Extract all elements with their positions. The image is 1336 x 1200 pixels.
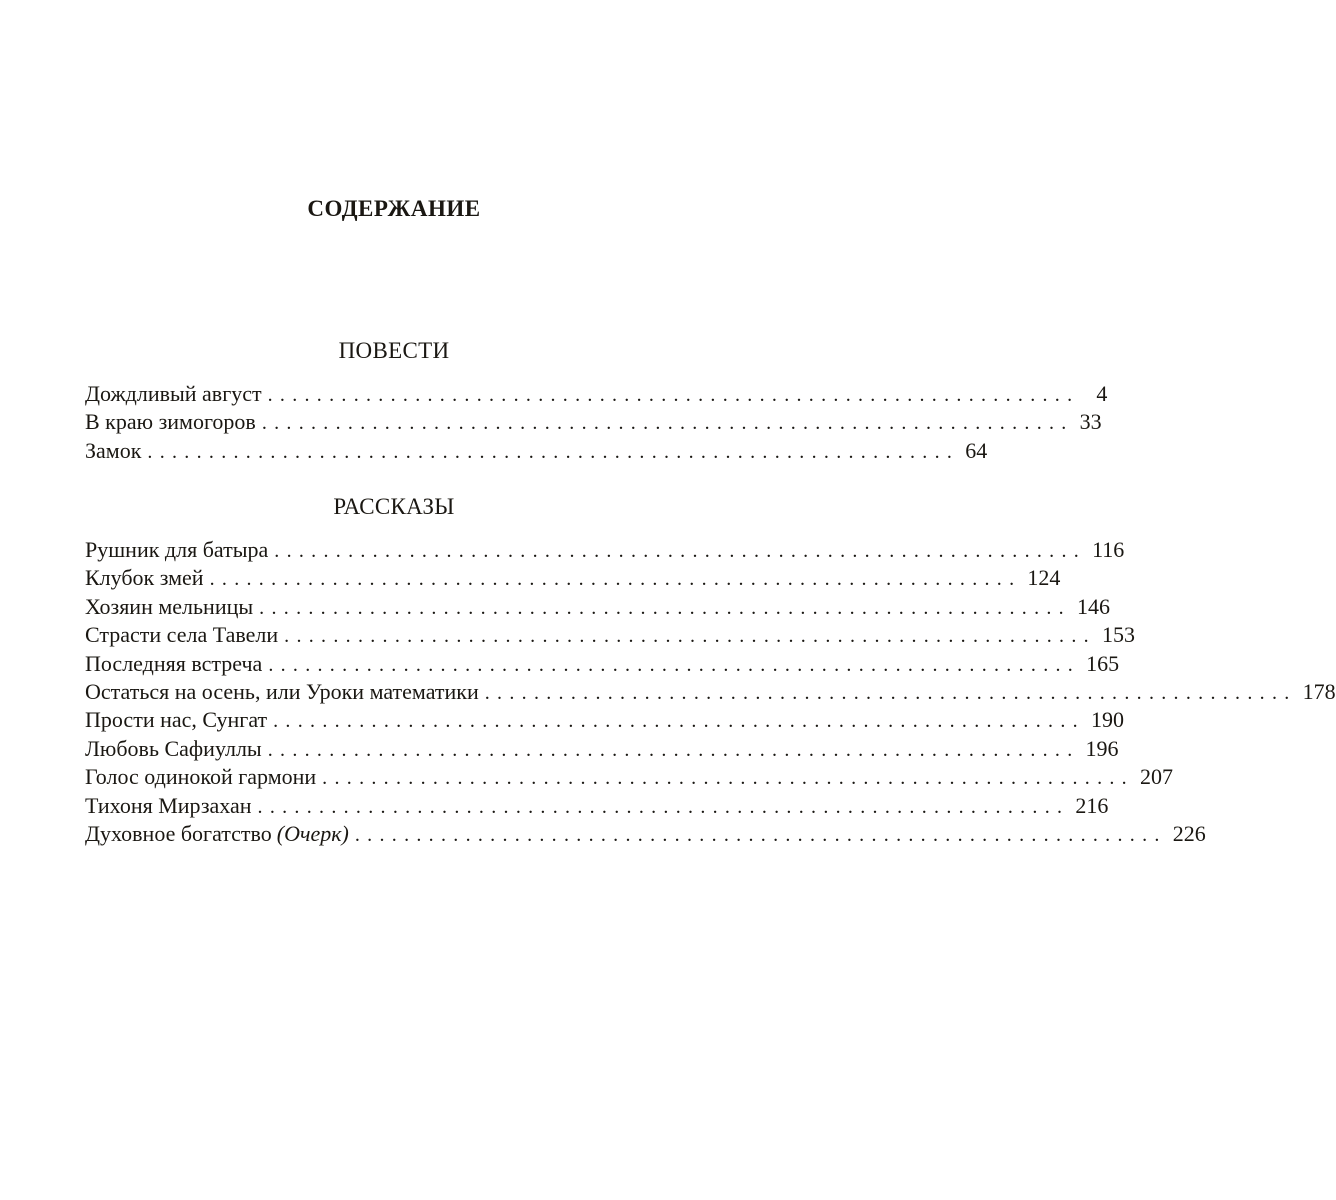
toc-entry-title: Рушник для батыра xyxy=(85,537,269,562)
toc-entry-title: Хозяин мельницы xyxy=(85,593,254,619)
dot-leader: .................................................................. xyxy=(267,738,1080,761)
toc-entry[interactable] xyxy=(85,735,1119,763)
dot-leader: .................................................................. xyxy=(274,540,1087,562)
dot-leader: .................................................................. xyxy=(322,767,1134,790)
toc-entry-title: В краю зимогоров xyxy=(85,409,256,435)
toc-entry-page: 124 xyxy=(1027,565,1061,591)
dot-leader: .................................................................. xyxy=(257,795,1070,818)
dot-leader: .................................................................. xyxy=(261,412,1074,435)
toc-entry[interactable] xyxy=(85,437,988,465)
toc-entry-title: Тихоня Мирзахан xyxy=(85,792,252,818)
toc-entry-title xyxy=(85,820,349,848)
dot-leader: .................................................................. xyxy=(209,568,1022,591)
toc-list-rasskazy xyxy=(85,536,1336,848)
toc-entry[interactable] xyxy=(85,380,1108,408)
toc-entry[interactable] xyxy=(85,536,1125,564)
toc-entry-page: 165 xyxy=(1086,650,1120,676)
toc-entry-page: 226 xyxy=(1172,820,1206,846)
toc-entry-title: Дождливый август xyxy=(85,381,262,406)
section-title-rasskazy: РАССКАЗЫ xyxy=(333,494,455,519)
toc-entry[interactable] xyxy=(85,706,1124,734)
toc-entry-page: 33 xyxy=(1079,409,1102,435)
toc-entry[interactable] xyxy=(85,820,1206,848)
dot-leader: .................................................................. xyxy=(259,596,1071,619)
toc-entry-title: Любовь Сафиуллы xyxy=(85,735,262,761)
toc-entry-title: Клубок змей xyxy=(85,565,204,591)
dot-leader: .................................................................. xyxy=(267,384,1080,406)
dot-leader: .................................................................. xyxy=(484,681,1297,704)
toc-entry-page: 178 xyxy=(1302,678,1336,704)
dot-leader: .................................................................. xyxy=(284,625,1096,648)
toc-entry-title: Страсти села Тавели xyxy=(85,622,279,648)
toc-entry[interactable] xyxy=(85,678,1336,706)
dot-leader: .................................................................. xyxy=(268,653,1081,676)
toc-entry[interactable] xyxy=(85,564,1061,592)
toc-entry-page: 216 xyxy=(1075,792,1109,818)
toc-list-povesti xyxy=(85,380,1108,465)
toc-entry-page: 196 xyxy=(1085,735,1119,761)
toc-entry-page: 4 xyxy=(1096,381,1108,406)
page-title: СОДЕРЖАНИЕ xyxy=(307,196,481,221)
section-title-povesti: ПОВЕСТИ xyxy=(338,338,450,363)
toc-entry[interactable] xyxy=(85,621,1135,649)
toc-entry-title: Последняя встреча xyxy=(85,650,263,676)
toc-entry[interactable] xyxy=(85,408,1102,436)
dot-leader: .................................................................. xyxy=(354,823,1167,846)
toc-entry[interactable] xyxy=(85,593,1110,621)
toc-entry[interactable] xyxy=(85,650,1120,678)
toc-entry-title: Замок xyxy=(85,437,142,463)
toc-entry-page: 146 xyxy=(1076,593,1110,619)
toc-entry[interactable] xyxy=(85,763,1173,791)
toc-entry-title-text: Духовное богатство xyxy=(85,820,272,846)
toc-entry-page: 116 xyxy=(1092,537,1125,562)
toc-entry-title: Остаться на осень, или Уроки математики xyxy=(85,678,479,704)
toc-entry-note: (Очерк) xyxy=(276,820,349,846)
toc-entry-page: 207 xyxy=(1139,764,1173,790)
dot-leader: .................................................................. xyxy=(273,710,1085,733)
toc-entry-page: 64 xyxy=(965,437,988,463)
dot-leader: .................................................................. xyxy=(147,440,960,463)
toc-entry-page: 153 xyxy=(1101,622,1135,648)
toc-entry-title: Голос одинокой гармони xyxy=(85,764,317,790)
toc-entry-page: 190 xyxy=(1090,707,1124,733)
toc-entry[interactable] xyxy=(85,792,1109,820)
toc-entry-title: Прости нас, Сунгат xyxy=(85,707,268,733)
